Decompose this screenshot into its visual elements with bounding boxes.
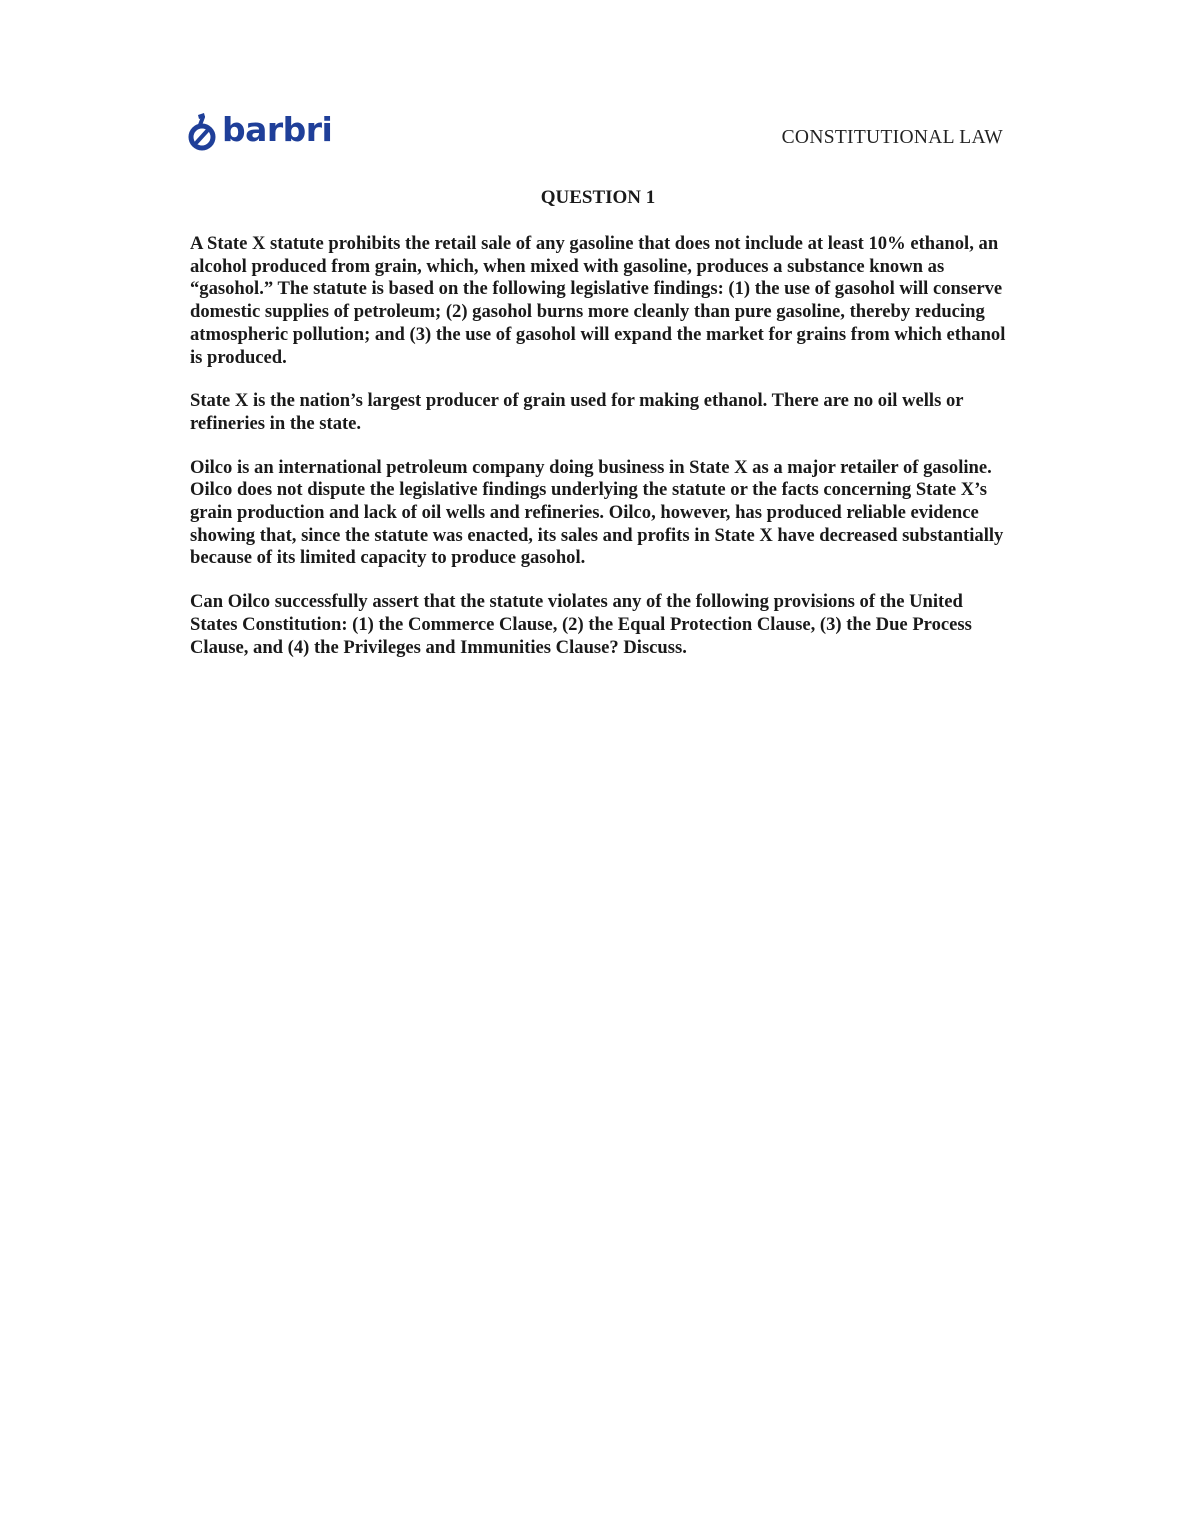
question-paragraph: Can Oilco successfully assert that the statute violates any of the following provisions of the United States Constitution: (1) the Commerce Clause, (2) the Equal Protection Clause, (3) the Due Process Clause, and (4) the Privileges and Immunities Clause? Discuss. [190,591,972,658]
question-title: QUESTION 1 [540,187,656,208]
brand-wordmark: barbri [222,110,333,149]
question-body [190,233,1012,680]
question-paragraph: State X is the nation’s largest producer of grain used for making ethanol. There are no oil wells or refineries in the state. [190,390,964,434]
question-paragraph: Oilco is an international petroleum company doing business in State X as a major retailer of gasoline. Oilco does not dispute the legislative findings underlying the statute or the facts concerning State X’s grain production and lack of oil wells and refineries. Oilco, however, has produced reliable evidence showing that, since the statute was enacted, its sales and profits in State X have decreased substantially because of its limited capacity to produce gasohol. [190,456,1004,569]
question-paragraph: A State X statute prohibits the retail sale of any gasoline that does not include at least 10% ethanol, an alcohol produced from grain, which, when mixed with gasoline, produces a substance known as “gasohol.” The statute is based on the following legislative findings: (1) the use of gasohol will conserve domestic supplies of petroleum; (2) gasohol burns more cleanly than pure gasoline, thereby reducing atmospheric pollution; and (3) the use of gasohol will expand the market for grains from which ethanol is produced. [190,233,1006,368]
brand-logo [188,110,332,154]
barbri-logo-icon [188,112,218,152]
section-label: CONSTITUTIONAL LAW [781,127,1003,148]
